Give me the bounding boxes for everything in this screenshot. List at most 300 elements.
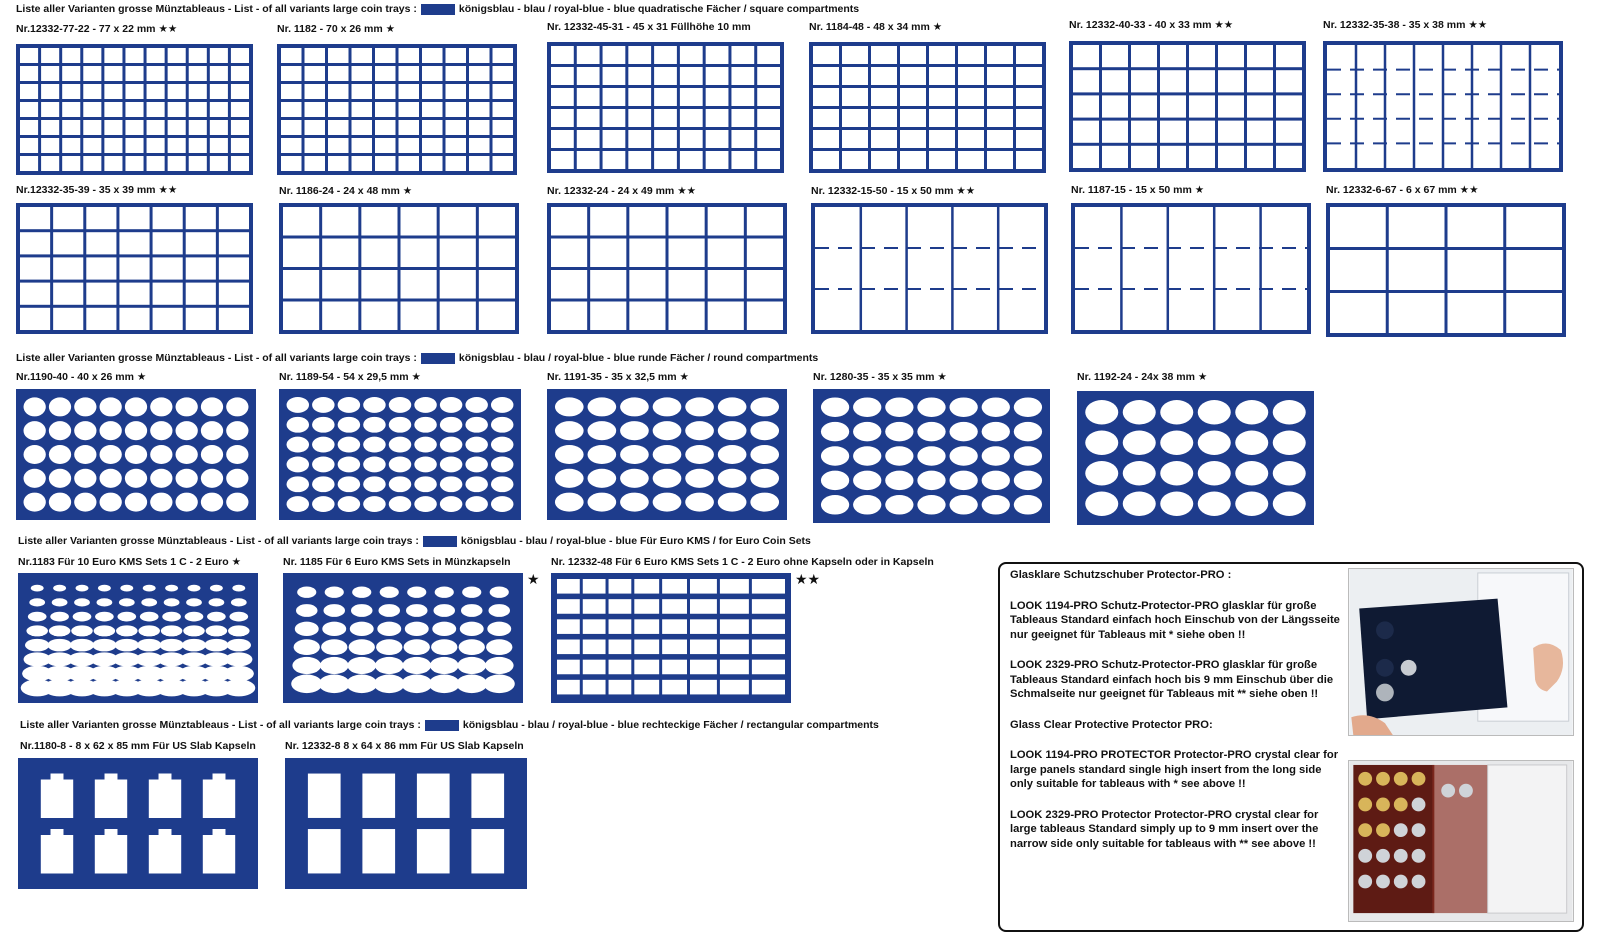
tray-compartment xyxy=(720,660,749,675)
coin-hole xyxy=(297,586,316,597)
coin-hole xyxy=(49,421,71,440)
coin-hole xyxy=(982,397,1010,417)
coin-tray xyxy=(547,42,784,173)
tray-compartment xyxy=(469,84,490,99)
protector-heading-en: Glass Clear Protective Protector PRO: xyxy=(1010,718,1213,731)
coin-hole xyxy=(950,397,978,417)
coin-hole xyxy=(378,604,400,617)
tray-label: Nr.12332-35-39 - 35 x 39 mm ★★ xyxy=(16,184,178,196)
coin-hole xyxy=(209,598,225,606)
tray-compartment xyxy=(1389,250,1445,290)
coin-hole xyxy=(1085,431,1118,455)
coin-hole xyxy=(150,493,172,512)
tray-compartment xyxy=(1073,45,1099,67)
coin-hole xyxy=(853,471,881,491)
tray-compartment xyxy=(147,138,165,153)
coin-hole xyxy=(377,622,401,636)
tray-compartment xyxy=(399,66,420,81)
tray-compartment xyxy=(590,302,626,331)
tray-compartment xyxy=(479,239,515,268)
tray-compartment xyxy=(551,88,574,106)
tray-compartment xyxy=(720,619,749,634)
tray-compartment xyxy=(1016,46,1042,64)
tray-compartment xyxy=(210,120,228,135)
tray-compartment xyxy=(1189,146,1215,168)
coin-hole xyxy=(404,639,430,655)
tray-compartment xyxy=(720,680,749,695)
coin-hole xyxy=(321,639,347,655)
tray-compartment xyxy=(929,46,955,64)
tray-compartment xyxy=(305,138,326,153)
tray-compartment xyxy=(153,283,183,305)
coin-hole xyxy=(376,639,402,655)
tray-compartment xyxy=(929,109,955,127)
tray-compartment xyxy=(628,130,651,148)
tray-compartment xyxy=(231,84,249,99)
tray-compartment xyxy=(929,151,955,169)
coin-hole xyxy=(1014,422,1042,442)
coin-hole xyxy=(349,639,375,655)
tray-compartment xyxy=(551,151,574,169)
coin-hole xyxy=(296,604,318,617)
tray-compartment xyxy=(747,302,783,331)
tray-compartment xyxy=(669,207,705,236)
tray-compartment xyxy=(662,680,687,695)
coin-hole xyxy=(885,397,913,417)
coin-hole xyxy=(287,397,309,413)
tray-stars: ★★ xyxy=(795,571,821,587)
coin-hole xyxy=(140,612,159,622)
tray-compartment xyxy=(469,102,490,117)
tray-compartment xyxy=(231,120,249,135)
coin-hole xyxy=(653,469,682,488)
coin-tray xyxy=(279,389,521,520)
tray-compartment xyxy=(628,88,651,106)
tray-compartment xyxy=(1160,45,1186,67)
tray-compartment xyxy=(125,156,143,171)
tray-compartment xyxy=(577,88,600,106)
coin-hole xyxy=(119,598,135,606)
tray-compartment xyxy=(361,207,397,236)
tray-compartment xyxy=(322,302,358,331)
tray-compartment xyxy=(422,156,443,171)
tray-compartment xyxy=(440,270,476,299)
royal-blue-swatch xyxy=(423,536,457,547)
protector-photo-dark-tray xyxy=(1348,568,1574,736)
tray-compartment xyxy=(583,579,606,594)
tray-compartment xyxy=(752,660,785,675)
coin-hole xyxy=(1160,461,1193,485)
coin-hole xyxy=(917,446,945,466)
tray-compartment xyxy=(669,270,705,299)
tray-compartment xyxy=(168,66,186,81)
coin-hole xyxy=(485,657,514,674)
coin-tray xyxy=(16,44,253,175)
tray-compartment xyxy=(720,640,749,655)
coin-hole xyxy=(1085,461,1118,485)
tray-compartment xyxy=(20,120,38,135)
tray-compartment xyxy=(1131,146,1157,168)
tray-compartment xyxy=(41,138,59,153)
tray-compartment xyxy=(104,156,122,171)
coin-hole xyxy=(24,493,46,512)
coin-hole xyxy=(430,657,459,674)
coin-hole xyxy=(885,446,913,466)
slab-slot xyxy=(203,829,235,873)
coin-hole xyxy=(405,622,429,636)
tray-stars: ★ xyxy=(527,571,540,587)
tray-compartment xyxy=(168,156,186,171)
tray-compartment xyxy=(628,67,651,85)
coin-hole xyxy=(435,586,454,597)
coin-hole xyxy=(1014,397,1042,417)
tray-label: Nr. 1187-15 - 15 x 50 mm ★ xyxy=(1071,184,1205,196)
tray-compartment xyxy=(958,151,984,169)
tray-compartment xyxy=(153,308,183,330)
tray-compartment xyxy=(1073,146,1099,168)
tray-compartment xyxy=(422,48,443,63)
tray-compartment xyxy=(629,239,665,268)
coin-hole xyxy=(885,495,913,515)
tray-compartment xyxy=(168,120,186,135)
coin-hole xyxy=(73,612,92,622)
coin-hole xyxy=(232,585,245,592)
tray-compartment xyxy=(1276,45,1302,67)
tray-compartment xyxy=(680,130,703,148)
tray-compartment xyxy=(62,66,80,81)
tray-compartment xyxy=(813,109,839,127)
tray-compartment xyxy=(62,138,80,153)
tray-compartment xyxy=(557,579,580,594)
tray-compartment xyxy=(189,120,207,135)
tray-compartment xyxy=(1073,70,1099,92)
tray-compartment xyxy=(86,232,116,254)
slab-slot xyxy=(149,774,181,818)
coin-hole xyxy=(402,657,431,674)
royal-blue-swatch xyxy=(421,353,455,364)
tray-compartment xyxy=(1189,121,1215,143)
royal-blue-swatch xyxy=(421,4,455,15)
coin-hole xyxy=(287,417,309,433)
tray-compartment xyxy=(551,130,574,148)
tray-compartment xyxy=(352,102,373,117)
coin-hole xyxy=(440,397,462,413)
tray-compartment xyxy=(231,102,249,117)
coin-hole xyxy=(226,469,248,488)
coin-hole xyxy=(294,639,320,655)
coin-hole xyxy=(226,445,248,464)
coin-hole xyxy=(159,639,183,652)
coin-hole xyxy=(125,469,147,488)
tray-compartment xyxy=(469,138,490,153)
tray-compartment xyxy=(654,130,677,148)
tray-compartment xyxy=(219,283,249,305)
tray-compartment xyxy=(20,138,38,153)
coin-hole xyxy=(588,397,617,416)
tray-compartment xyxy=(104,120,122,135)
tray-compartment xyxy=(603,151,626,169)
coin-hole xyxy=(176,397,198,416)
tray-compartment xyxy=(328,156,349,171)
tray-compartment xyxy=(219,257,249,279)
coin-hole xyxy=(917,471,945,491)
coin-tray xyxy=(16,203,253,334)
tray-compartment xyxy=(281,84,302,99)
coin-hole xyxy=(1273,431,1306,455)
tray-compartment xyxy=(186,257,216,279)
coin-hole xyxy=(414,417,436,433)
coin-hole xyxy=(287,456,309,472)
tray-compartment xyxy=(119,207,149,229)
coin-hole xyxy=(346,675,377,694)
coin-hole xyxy=(821,495,849,515)
tray-compartment xyxy=(83,102,101,117)
tray-compartment xyxy=(125,48,143,63)
tray-compartment xyxy=(422,138,443,153)
coin-hole xyxy=(50,612,69,622)
tray-compartment xyxy=(609,660,632,675)
coin-hole xyxy=(231,598,247,606)
tray-compartment xyxy=(1247,45,1273,67)
coin-hole xyxy=(287,496,309,512)
coin-hole xyxy=(347,657,376,674)
coin-hole xyxy=(141,598,157,606)
coin-hole xyxy=(71,625,93,636)
coin-hole xyxy=(125,493,147,512)
coin-hole xyxy=(750,469,779,488)
tray-label: Nr. 1186-24 - 24 x 48 mm ★ xyxy=(279,185,413,197)
tray-compartment xyxy=(1016,88,1042,106)
tray-compartment xyxy=(147,156,165,171)
tray-label: Nr. 12332-15-50 - 15 x 50 mm ★★ xyxy=(811,185,976,197)
coin-hole xyxy=(432,622,456,636)
tray-compartment xyxy=(422,66,443,81)
coin-hole xyxy=(53,585,66,592)
coin-hole xyxy=(338,476,360,492)
tray-compartment xyxy=(352,66,373,81)
tray-compartment xyxy=(654,67,677,85)
coin-hole xyxy=(201,445,223,464)
tray-compartment xyxy=(281,138,302,153)
tray-compartment xyxy=(551,302,587,331)
tray-compartment xyxy=(1276,146,1302,168)
tray-compartment xyxy=(189,84,207,99)
coin-hole xyxy=(685,421,714,440)
tray-compartment xyxy=(189,102,207,117)
tray-compartment xyxy=(842,130,868,148)
tray-compartment xyxy=(900,151,926,169)
tray-compartment xyxy=(328,48,349,63)
coin-hole xyxy=(853,422,881,442)
tray-compartment xyxy=(752,680,785,695)
tray-compartment xyxy=(281,102,302,117)
tray-compartment xyxy=(987,46,1013,64)
tray-compartment xyxy=(62,84,80,99)
coin-hole xyxy=(1014,495,1042,515)
coin-hole xyxy=(338,397,360,413)
coin-hole xyxy=(31,585,44,592)
coin-hole xyxy=(363,496,385,512)
protector-text xyxy=(1010,568,1346,867)
coin-hole xyxy=(461,604,483,617)
coin-hole xyxy=(225,652,252,666)
coin-hole xyxy=(465,496,487,512)
tray-compartment xyxy=(731,88,754,106)
tray-compartment xyxy=(153,207,183,229)
coin-tray xyxy=(813,389,1050,523)
coin-hole xyxy=(125,421,147,440)
tray-compartment xyxy=(422,120,443,135)
tray-compartment xyxy=(493,156,514,171)
coin-hole xyxy=(950,422,978,442)
section-header-text: Liste aller Varianten grosse Münztableaus - List - of all variants large coin trays : xyxy=(20,719,421,731)
coin-hole xyxy=(982,446,1010,466)
tray-compartment xyxy=(125,102,143,117)
coin-hole xyxy=(70,639,94,652)
coin-hole xyxy=(186,598,202,606)
coin-hole xyxy=(319,675,350,694)
tray-compartment xyxy=(708,239,744,268)
tray-compartment xyxy=(399,138,420,153)
coin-tray xyxy=(279,203,519,334)
coin-hole xyxy=(24,445,46,464)
tray-compartment xyxy=(557,660,580,675)
tray-compartment xyxy=(590,270,626,299)
coin-hole xyxy=(188,585,201,592)
tray-compartment xyxy=(842,88,868,106)
coin-hole xyxy=(414,496,436,512)
tray-label: Nr. 12332-40-33 - 40 x 33 mm ★★ xyxy=(1069,19,1234,31)
coin-hole xyxy=(588,493,617,512)
tray-compartment xyxy=(375,156,396,171)
tray-compartment xyxy=(680,88,703,106)
tray-compartment xyxy=(186,308,216,330)
tray-compartment xyxy=(440,239,476,268)
coin-hole xyxy=(917,422,945,442)
tray-compartment xyxy=(352,84,373,99)
section-header-round xyxy=(16,352,818,364)
tray-compartment xyxy=(399,156,420,171)
tray-compartment xyxy=(189,138,207,153)
tray-compartment xyxy=(231,138,249,153)
tray-compartment xyxy=(53,308,83,330)
tray-compartment xyxy=(446,66,467,81)
tray-compartment xyxy=(813,46,839,64)
coin-hole xyxy=(718,493,747,512)
coin-hole xyxy=(352,586,371,597)
coin-tray xyxy=(18,758,258,889)
tray-compartment xyxy=(1073,121,1099,143)
slab-slot xyxy=(308,774,341,818)
tray-compartment xyxy=(493,102,514,117)
coin-hole xyxy=(164,598,180,606)
coin-hole xyxy=(229,612,248,622)
tray-compartment xyxy=(813,67,839,85)
tray-compartment xyxy=(20,308,50,330)
coin-hole xyxy=(1273,461,1306,485)
coin-hole xyxy=(150,445,172,464)
tray-compartment xyxy=(654,109,677,127)
coin-hole xyxy=(1235,431,1268,455)
tray-label: Nr.12332-77-22 - 77 x 22 mm ★★ xyxy=(16,23,178,35)
tray-compartment xyxy=(1506,250,1562,290)
tray-compartment xyxy=(119,232,149,254)
tray-compartment xyxy=(322,207,358,236)
tray-compartment xyxy=(119,257,149,279)
coin-hole xyxy=(620,445,649,464)
tray-compartment xyxy=(1131,45,1157,67)
coin-hole xyxy=(1123,431,1156,455)
tray-compartment xyxy=(493,84,514,99)
tray-compartment xyxy=(871,130,897,148)
tray-compartment xyxy=(747,207,783,236)
coin-hole xyxy=(201,469,223,488)
tray-compartment xyxy=(708,302,744,331)
coin-hole xyxy=(287,476,309,492)
coin-hole xyxy=(117,612,136,622)
coin-hole xyxy=(853,495,881,515)
coin-hole xyxy=(380,586,399,597)
section-header-text: königsblau - blau / royal-blue - blue Für Euro KMS / for Euro Coin Sets xyxy=(460,535,811,547)
tray-compartment xyxy=(86,257,116,279)
tray-compartment xyxy=(900,46,926,64)
coin-hole xyxy=(291,675,322,694)
tray-compartment xyxy=(83,138,101,153)
coin-hole xyxy=(685,493,714,512)
tray-compartment xyxy=(86,283,116,305)
coin-hole xyxy=(414,397,436,413)
tray-compartment xyxy=(813,88,839,106)
coin-tray xyxy=(16,389,256,520)
coin-hole xyxy=(116,625,138,636)
coin-hole xyxy=(24,397,46,416)
coin-hole xyxy=(374,675,405,694)
coin-hole xyxy=(74,445,96,464)
tray-compartment xyxy=(634,680,659,695)
tray-label: Nr. 12332-8 8 x 64 x 86 mm Für US Slab Kapseln xyxy=(285,740,524,752)
tray-compartment xyxy=(283,270,319,299)
tray-compartment xyxy=(352,138,373,153)
tray-compartment xyxy=(210,156,228,171)
coin-hole xyxy=(440,417,462,433)
tray-compartment xyxy=(231,48,249,63)
tray-compartment xyxy=(706,88,729,106)
tray-compartment xyxy=(20,156,38,171)
coin-hole xyxy=(588,421,617,440)
coin-hole xyxy=(49,469,71,488)
tray-compartment xyxy=(871,46,897,64)
tray-compartment xyxy=(583,640,606,655)
tray-compartment xyxy=(328,84,349,99)
tray-compartment xyxy=(690,660,717,675)
tray-compartment xyxy=(871,67,897,85)
coin-hole xyxy=(24,421,46,440)
coin-hole xyxy=(1235,400,1268,424)
tray-compartment xyxy=(551,207,587,236)
coin-hole xyxy=(389,397,411,413)
tray-compartment xyxy=(708,207,744,236)
tray-compartment xyxy=(493,138,514,153)
tray-compartment xyxy=(104,102,122,117)
tray-compartment xyxy=(1276,70,1302,92)
tray-compartment xyxy=(20,48,38,63)
tray-compartment xyxy=(469,48,490,63)
tray-compartment xyxy=(958,109,984,127)
coin-hole xyxy=(821,471,849,491)
tray-compartment xyxy=(706,130,729,148)
coin-hole xyxy=(206,625,228,636)
coin-hole xyxy=(1160,400,1193,424)
